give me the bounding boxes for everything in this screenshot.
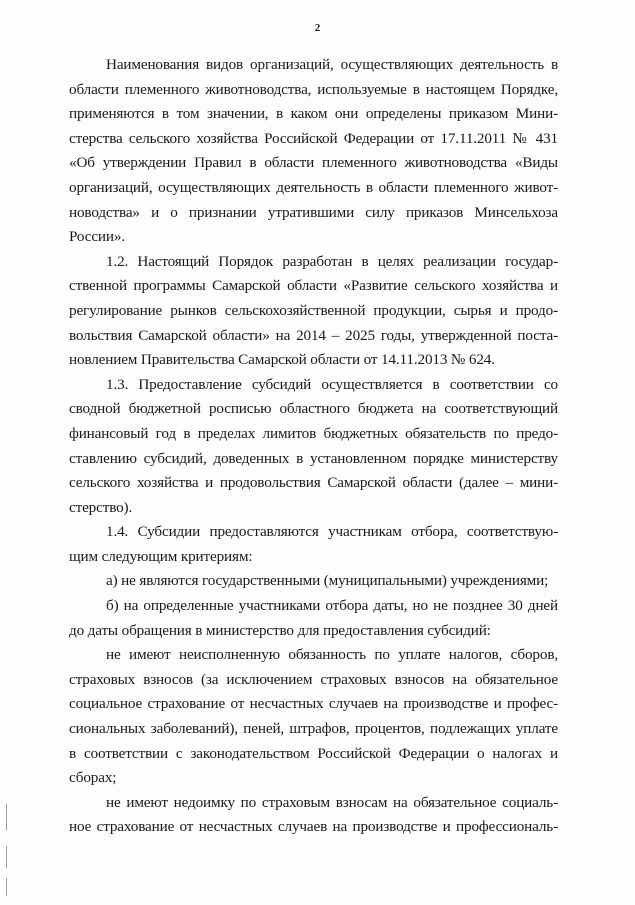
paragraph-no-tax-debt <box>69 643 558 791</box>
scan-edge-mark <box>6 804 7 830</box>
page-number: 2 <box>314 22 321 34</box>
paragraph-line: Наименования видов организаций, осуществляющих деятельность в <box>106 56 558 73</box>
paragraph-line: финансовый год в пределах лимитов бюджетных обязательств по предо- <box>69 424 558 442</box>
paragraph-line: сиональных заболеваний), пеней, штрафов, процентов, подлежащих уплате <box>69 720 558 738</box>
paragraph-line: в соответствии с законодательством Российской Федерации о налогах и <box>69 744 558 762</box>
paragraph-line: а) не являются государственными (муниципальными) учреждениями; <box>106 572 549 590</box>
paragraph-line: стерства сельского хозяйства Российской Федерации от 17.11.2011 № 431 <box>69 129 558 147</box>
paragraph-no-insurance-arrears <box>69 791 558 840</box>
paragraph-line: сводной бюджетной росписью областного бюджета на соответствующий <box>69 400 558 418</box>
paragraph-line: применяются в том значении, в каком они определены приказом Мини- <box>69 105 558 123</box>
paragraph-line: вольствия Самарской области» на 2014 – 2025 годы, утвержденной поста- <box>69 326 558 344</box>
paragraph-line: организаций, осуществляющих деятельность в области племенного живот- <box>69 178 558 196</box>
paragraph-line: «Об утверждении Правил в области племенного животноводства «Виды <box>69 154 558 172</box>
paragraph-line: ственной программы Самарской области «Развитие сельского хозяйства и <box>69 277 558 295</box>
paragraph-line: новлением Правительства Самарской области от 14.11.2013 № 624. <box>69 351 495 369</box>
paragraph-1-2 <box>69 250 558 373</box>
paragraph-line: ставлению субсидий, доведенных в установленном порядке министерству <box>69 449 558 467</box>
paragraph-line: новодства» и о признании утратившими силу приказов Минсельхоза <box>69 203 558 221</box>
scan-edge-mark <box>6 846 7 868</box>
paragraph-organization-types <box>69 53 558 250</box>
paragraph-line: 1.3. Предоставление субсидий осуществляется в соответствии со <box>106 375 558 393</box>
paragraph-1-4 <box>69 520 558 569</box>
criterion-a <box>69 569 558 594</box>
paragraph-line: сборах; <box>69 769 117 787</box>
paragraph-line: не имеют неисполненную обязанность по уплате налогов, сборов, <box>106 646 558 664</box>
document-body <box>69 53 558 840</box>
paragraph-line: не имеют недоимку по страховым взносам на обязательное социаль- <box>106 793 558 811</box>
paragraph-line: ное страхование от несчастных случаев на производстве и профессиональ- <box>69 818 558 836</box>
paragraph-line: России». <box>69 228 125 246</box>
paragraph-line: страховых взносов (за исключением страховых взносов на обязательное <box>69 670 558 688</box>
paragraph-line: щим следующим критериям: <box>69 547 253 565</box>
paragraph-line: стерство). <box>69 498 133 516</box>
criterion-b <box>69 594 558 643</box>
paragraph-line: 1.2. Настоящий Порядок разработан в целях реализации государ- <box>106 252 558 270</box>
paragraph-line: до даты обращения в министерство для предоставления субсидий: <box>69 621 491 639</box>
paragraph-line: социальное страхование от несчастных случаев на производстве и профес- <box>69 695 558 713</box>
paragraph-line: 1.4. Субсидии предоставляются участникам отбора, соответствую- <box>106 523 558 541</box>
paragraph-line: регулирование рынков сельскохозяйственной продукции, сырья и продо- <box>69 301 558 319</box>
paragraph-1-3 <box>69 373 558 521</box>
paragraph-line: сельского хозяйства и продовольствия Самарской области (далее – мини- <box>69 474 558 492</box>
scan-edge-mark <box>6 878 7 896</box>
paragraph-line: области племенного животноводства, используемые в настоящем Порядке, <box>69 80 558 98</box>
paragraph-line: б) на определенные участниками отбора даты, но не позднее 30 дней <box>106 597 558 615</box>
